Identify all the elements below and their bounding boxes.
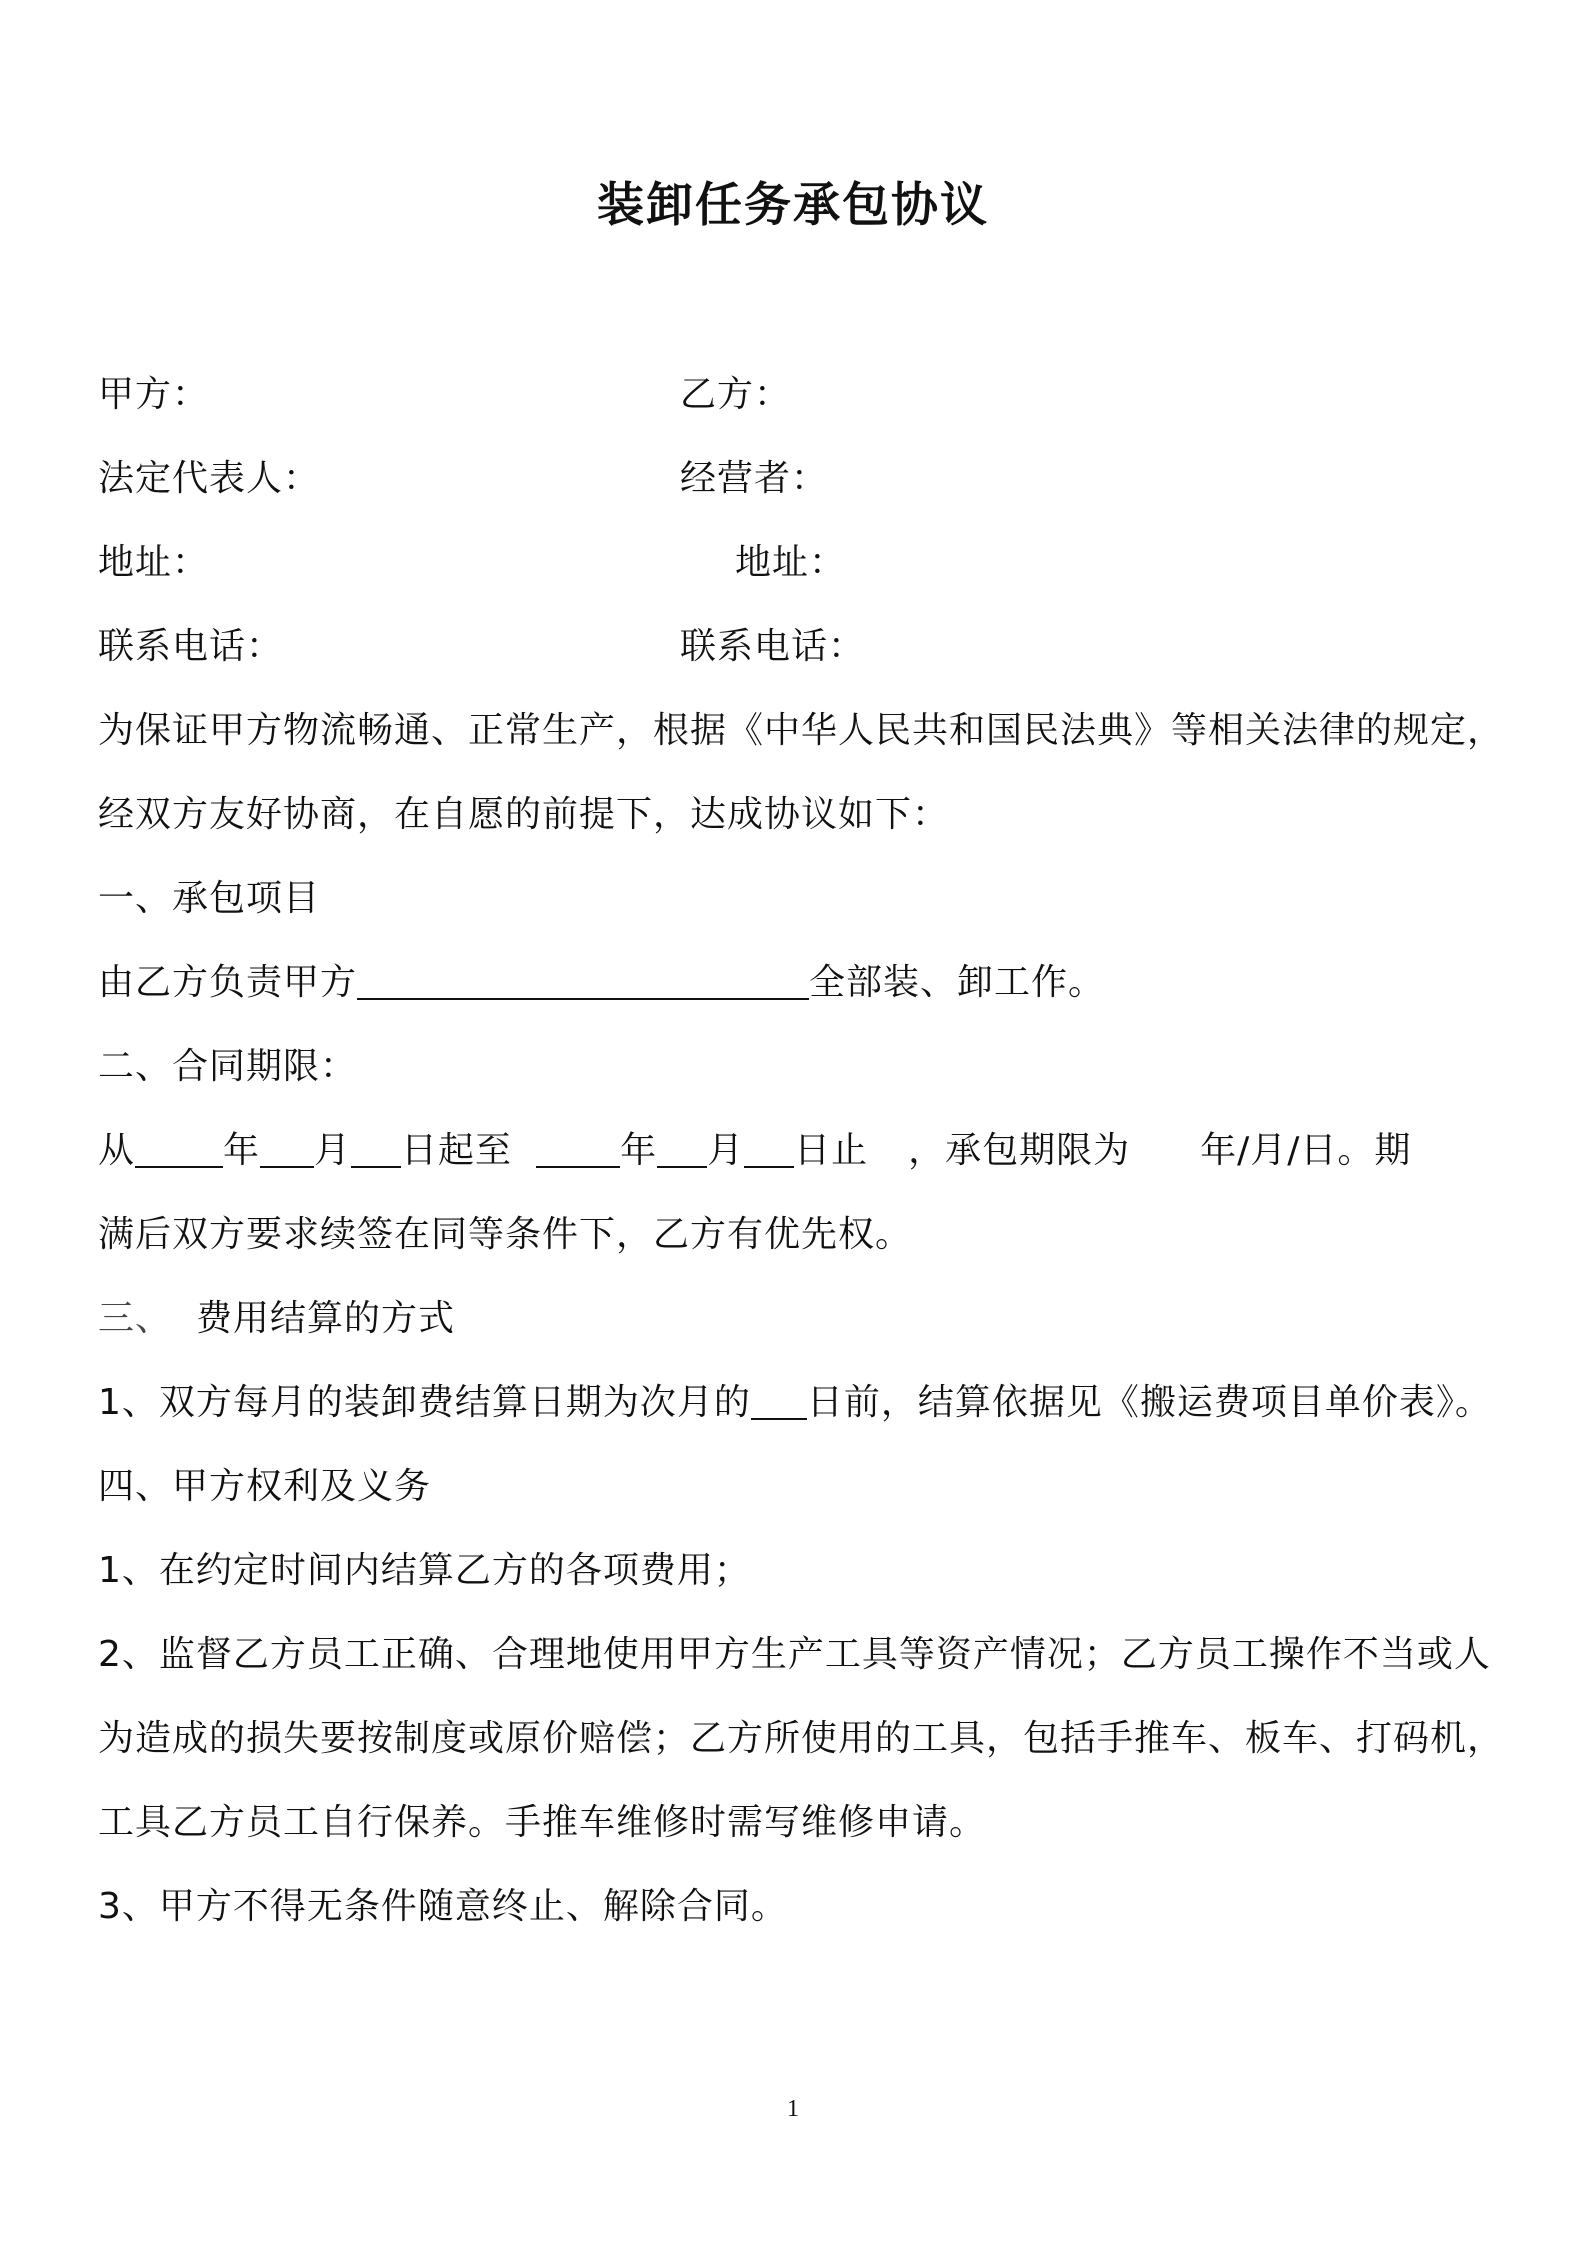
term-period-text: ，承包期限为	[908, 1130, 1131, 1171]
intro-line-2: 经双方友好协商，在自愿的前提下，达成协议如下：	[98, 794, 950, 835]
section1-heading: 一、承包项目	[98, 878, 321, 919]
end-day-blank[interactable]	[744, 1130, 794, 1168]
party-b-operator-label: 经营者：	[680, 458, 829, 499]
start-year-blank[interactable]	[135, 1130, 223, 1168]
section1-text-before: 由乙方负责甲方	[98, 962, 358, 1003]
settlement-day-blank[interactable]	[751, 1382, 807, 1420]
project-scope-blank[interactable]	[357, 962, 809, 1000]
section2-term-line	[98, 1129, 1411, 1173]
end-month-text: 月	[707, 1130, 745, 1171]
section3-item1-after: 日前，结算依据见《搬运费项目单价表》。	[806, 1382, 1492, 1423]
section4-item-2-line-1: 2、监督乙方员工正确、合理地使用甲方生产工具等资产情况；乙方员工操作不当或人	[98, 1634, 1491, 1675]
end-month-blank[interactable]	[657, 1130, 707, 1168]
section3-item1-before: 1、双方每月的装卸费结算日期为次月的	[98, 1382, 751, 1423]
party-b-phone-label: 联系电话：	[680, 626, 866, 667]
party-b-label: 乙方：	[680, 374, 792, 415]
section4-item-3: 3、甲方不得无条件随意终止、解除合同。	[98, 1886, 788, 1927]
end-year-blank[interactable]	[536, 1130, 620, 1168]
section4-item-1: 1、在约定时间内结算乙方的各项费用；	[98, 1550, 751, 1591]
section4-item-2-line-3: 工具乙方员工自行保养。手推车维修时需写维修申请。	[98, 1802, 987, 1843]
section3-heading-num: 三、	[98, 1298, 173, 1339]
start-day-text: 日起至	[401, 1130, 513, 1171]
end-year-text: 年	[620, 1130, 658, 1171]
start-year-text: 年	[223, 1130, 261, 1171]
term-unit-text: 年/月/日。期	[1200, 1130, 1412, 1171]
start-day-blank[interactable]	[351, 1130, 401, 1168]
party-b-address-label: 地址：	[735, 542, 847, 583]
start-month-text: 月	[314, 1130, 352, 1171]
section3-item-1	[98, 1381, 1492, 1425]
party-a-address-label: 地址：	[98, 542, 210, 583]
party-a-phone-label: 联系电话：	[98, 626, 284, 667]
section4-heading: 四、甲方权利及义务	[98, 1466, 432, 1507]
page-number: 1	[787, 2096, 799, 2122]
party-a-rep-label: 法定代表人：	[98, 458, 321, 499]
section4-item-2-line-2: 为造成的损失要按制度或原价赔偿；乙方所使用的工具，包括手推车、板车、打码机，	[98, 1718, 1505, 1759]
section3-heading-text: 费用结算的方式	[196, 1298, 456, 1339]
end-day-text: 日止	[794, 1130, 869, 1171]
section3-heading	[98, 1297, 455, 1341]
document-title: 装卸任务承包协议	[597, 178, 989, 233]
section1-text	[98, 961, 1105, 1005]
section2-heading: 二、合同期限：	[98, 1046, 358, 1087]
party-a-label: 甲方：	[98, 374, 210, 415]
section1-text-after: 全部装、卸工作。	[809, 962, 1106, 1003]
start-month-blank[interactable]	[260, 1130, 314, 1168]
intro-line-1: 为保证甲方物流畅通、正常生产，根据《中华人民共和国民法典》等相关法律的规定，	[98, 710, 1505, 751]
term-from-text: 从	[98, 1130, 136, 1171]
section2-line-2: 满后双方要求续签在同等条件下，乙方有优先权。	[98, 1214, 913, 1255]
